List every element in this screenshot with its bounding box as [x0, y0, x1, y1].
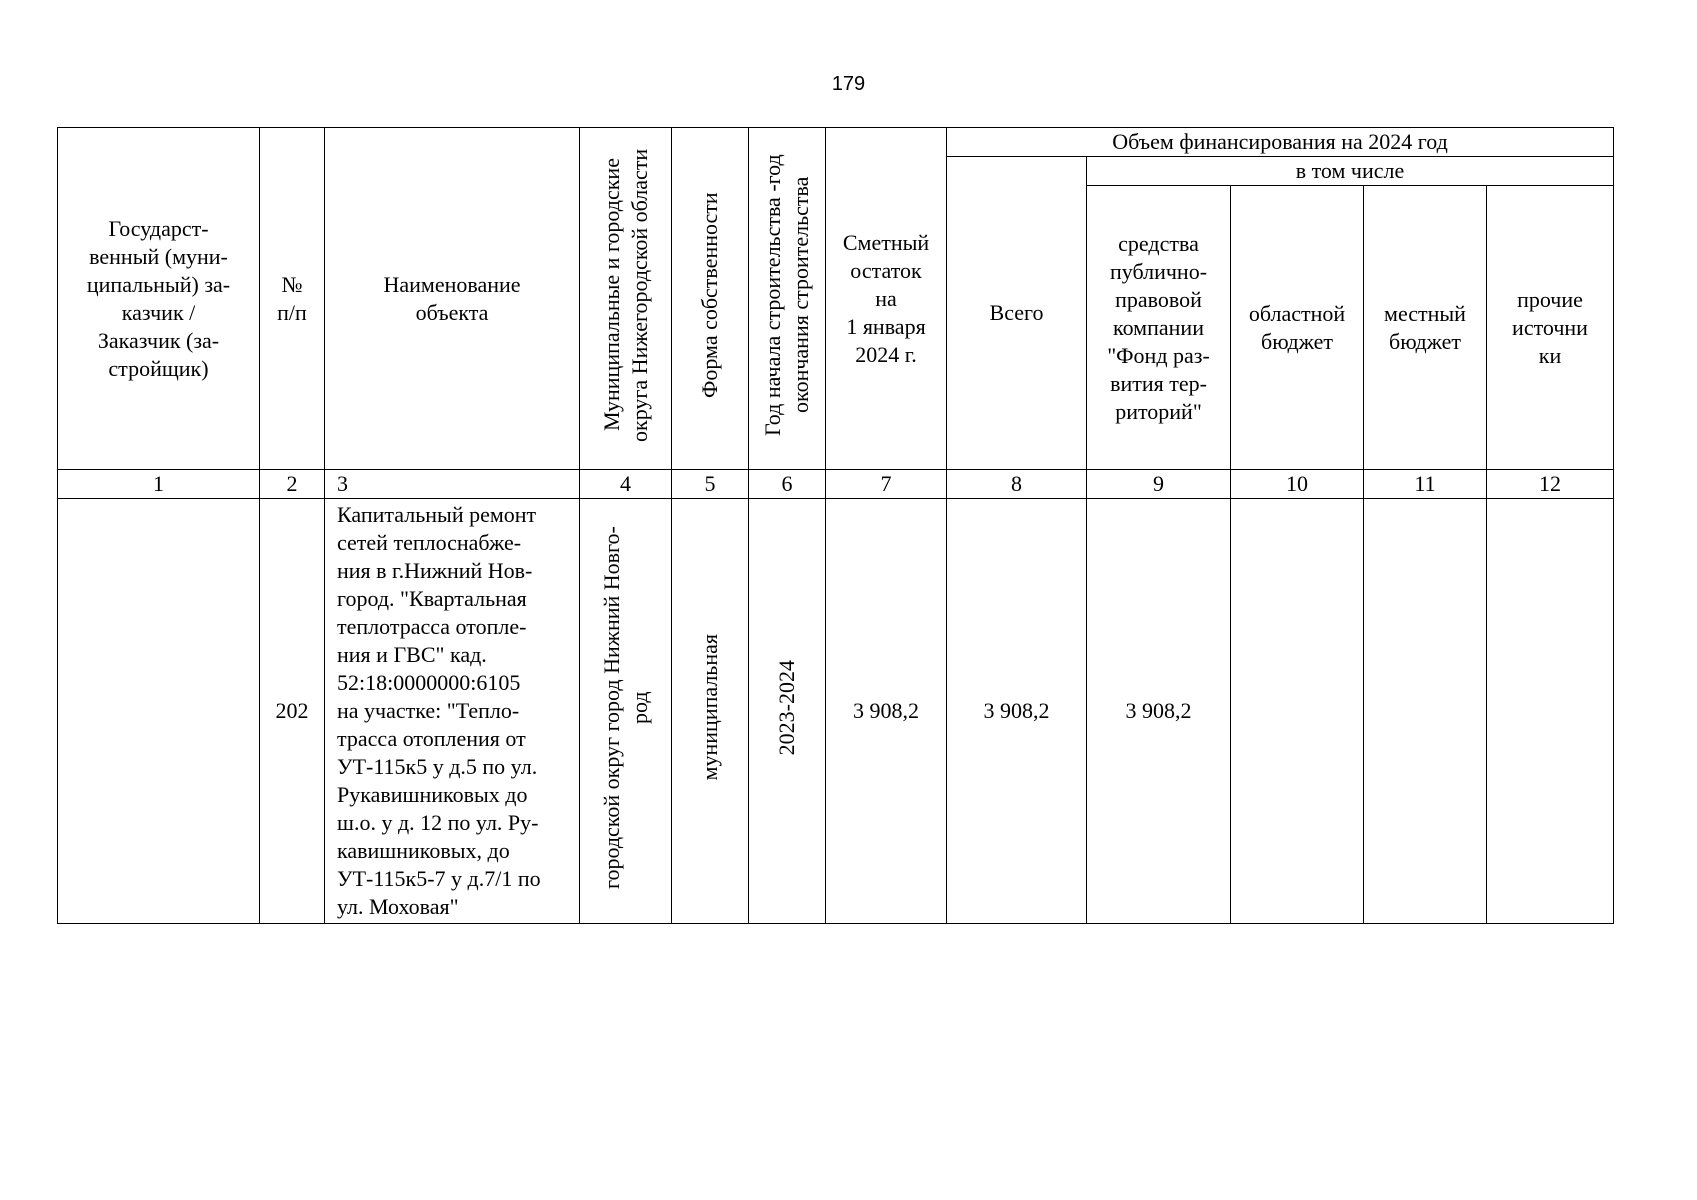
cell-fund: 3 908,2	[1087, 499, 1231, 924]
cell-municipality: городской округ город Нижний Новго- род	[580, 499, 672, 924]
cell-object-name: Капитальный ремонт сетей теплоснабже- ния в г.Нижний Нов- город. "Квартальная теплотрасса отопле- ния и ГВС" кад. 52:18:0000000:6105 на участке: "Тепло- трасса отопления от УТ-115к5 у д.5 по ул. Рукавишниковых до ш.о. у д. 12 по ул. Ру- кавишниковых, до УТ-115к5-7 у д.7/1 по ул. Моховая"	[325, 499, 580, 924]
header-including: в том числе	[1087, 157, 1614, 186]
header-fund: средства публично- правовой компании "Фонд раз- вития тер- риторий"	[1087, 186, 1231, 470]
header-financing-group: Объем финансирования на 2024 год	[947, 128, 1614, 157]
column-number: 8	[947, 470, 1087, 499]
column-number: 4	[580, 470, 672, 499]
cell-regional	[1231, 499, 1364, 924]
column-number: 2	[260, 470, 325, 499]
header-total: Всего	[947, 157, 1087, 470]
column-number-row	[58, 470, 1614, 499]
column-number: 3	[325, 470, 580, 499]
header-number: № п/п	[260, 128, 325, 470]
cell-other	[1487, 499, 1614, 924]
cell-customer	[58, 499, 260, 924]
cell-ownership: муниципальная	[672, 499, 749, 924]
cell-local	[1364, 499, 1487, 924]
header-customer: Государст- венный (муни- ципальный) за- казчик / Заказчик (за- стройщик)	[58, 128, 260, 470]
cell-number: 202	[260, 499, 325, 924]
column-number: 11	[1364, 470, 1487, 499]
header-construction-years: Год начала строительства -год окончания строительства	[749, 128, 826, 470]
financing-table	[57, 127, 1614, 924]
cell-construction-years: 2023-2024	[749, 499, 826, 924]
header-estimated-balance: Сметный остаток на 1 января 2024 г.	[826, 128, 947, 470]
cell-estimated-balance: 3 908,2	[826, 499, 947, 924]
column-number: 6	[749, 470, 826, 499]
header-local: местный бюджет	[1364, 186, 1487, 470]
header-regional: областной бюджет	[1231, 186, 1364, 470]
cell-total: 3 908,2	[947, 499, 1087, 924]
column-number: 7	[826, 470, 947, 499]
header-row-1	[58, 128, 1614, 157]
column-number: 10	[1231, 470, 1364, 499]
column-number: 5	[672, 470, 749, 499]
header-municipality: Муниципальные и городские округа Нижегородской области	[580, 128, 672, 470]
header-other: прочие источни ки	[1487, 186, 1614, 470]
page-number: 179	[831, 73, 866, 95]
header-ownership: Форма собственности	[672, 128, 749, 470]
header-object-name: Наименование объекта	[325, 128, 580, 470]
column-number: 1	[58, 470, 260, 499]
column-number: 9	[1087, 470, 1231, 499]
table-row	[58, 499, 1614, 924]
column-number: 12	[1487, 470, 1614, 499]
